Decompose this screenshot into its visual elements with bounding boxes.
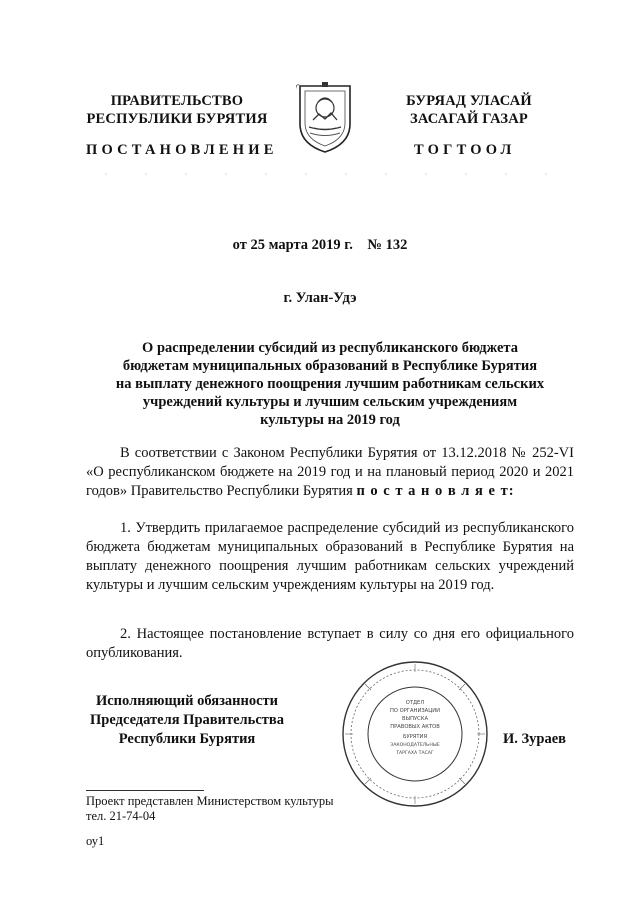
header-left-block [86, 92, 268, 128]
doc-type-bur: ТОГТООЛ [414, 142, 516, 158]
header-right-line2: ЗАСАГАЙ ГАЗАР [410, 111, 528, 127]
intro-text: В соответствии с Законом Республики Бурятия от 13.12.2018 № 252-VI «О республиканском бюджете на 2019 год и на плановый период 2020 и 2021 годов» Правительство Республики Бурятия [86, 445, 574, 499]
title-line: на выплату денежного поощрения лучшим работникам сельских [115, 376, 545, 392]
footer-separator [86, 790, 204, 791]
stamp-line: БУРЯТИЯ [402, 734, 428, 740]
header-right-line1: БУРЯАД УЛАСАЙ [406, 93, 532, 109]
signatory-position [86, 692, 288, 749]
date-number: от 25 марта 2019 г. № 132 [232, 237, 408, 253]
header-left-line2: РЕСПУБЛИКИ БУРЯТИЯ [86, 111, 268, 127]
official-stamp-icon [341, 660, 489, 808]
title-line: культуры на 2019 год [260, 412, 400, 428]
header-dotted-separator [86, 173, 566, 175]
header-right-block [386, 92, 552, 128]
item-1-paragraph: 1. Утвердить прилагаемое распределение субсидий из республиканского бюджета бюджетам муниципальных образований в Республике Бурятия на выплату денежного поощрения лучшим работникам сельских учреждений культуры и лучшим сельским учреждениям культуры на 2019 год. [86, 520, 574, 593]
footer-prepared-by: Проект представлен Министерством культуры [86, 794, 334, 808]
intro-paragraph [86, 444, 574, 501]
stamp-line: ЗАКОНОДАТЕЛЬНЫЕ [390, 743, 440, 748]
stamp-line: ПРАВОВЫХ АКТОВ [390, 724, 440, 730]
title-line: учреждений культуры и лучшим сельским учреждениям [142, 394, 518, 410]
position-line: Председателя Правительства [90, 712, 284, 728]
footer-code: оу1 [86, 834, 105, 848]
footer-note [86, 794, 334, 824]
doc-type-ru: ПОСТАНОВЛЕНИЕ [86, 142, 278, 158]
stamp-line: ОТДЕЛ [405, 700, 425, 706]
coat-of-arms-icon [296, 80, 354, 154]
footer-phone: тел. 21-74-04 [86, 809, 156, 823]
stamp-line: ТАРГАХА ТАСАГ [396, 751, 434, 756]
stamp-line: ВЫПУСКА [401, 716, 429, 722]
title-line: О распределении субсидий из республиканского бюджета [142, 340, 518, 356]
item-2-paragraph: 2. Настоящее постановление вступает в силу со дня его официального опубликования. [86, 626, 574, 661]
intro-decree-word: п о с т а н о в л я е т: [356, 483, 515, 499]
stamp-line: ПО ОРГАНИЗАЦИИ [389, 708, 441, 714]
position-line: Республики Бурятия [118, 731, 256, 747]
title-line: бюджетам муниципальных образований в Республике Бурятия [122, 358, 538, 374]
signatory-name: И. Зураев [503, 731, 567, 747]
document-title [86, 339, 574, 429]
header-left-line1: ПРАВИТЕЛЬСТВО [110, 93, 244, 109]
city: г. Улан-Удэ [283, 290, 357, 306]
position-line: Исполняющий обязанности [95, 693, 279, 709]
